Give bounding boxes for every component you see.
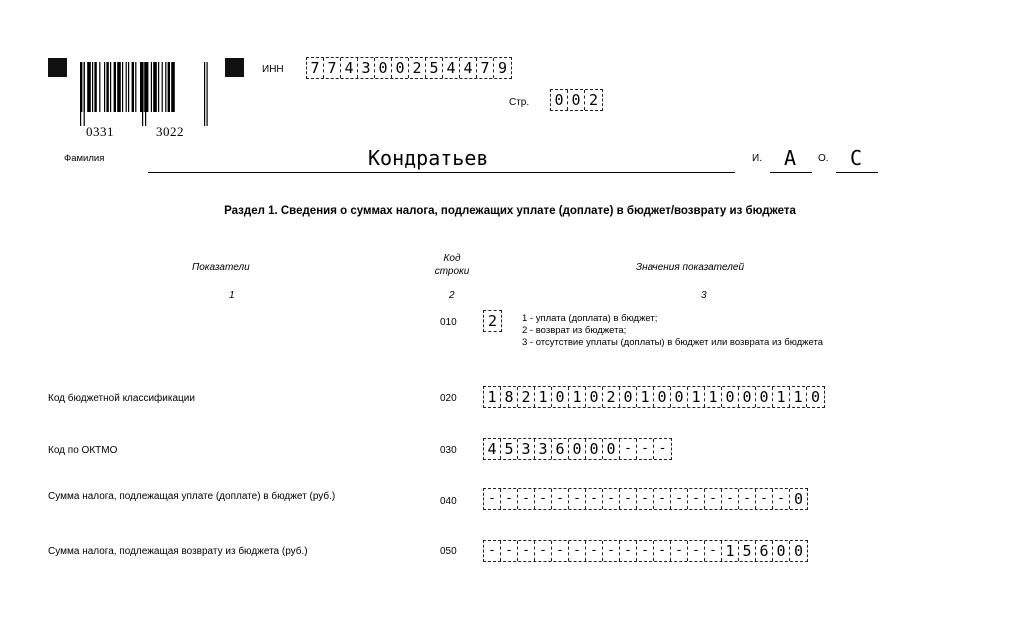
row-050-digit-cell[interactable]: -	[654, 541, 671, 561]
row-050-digit-cell[interactable]: -	[501, 541, 518, 561]
inn-digit-cell[interactable]: 4	[443, 58, 460, 78]
row-020-digit-cell[interactable]: 0	[620, 387, 637, 407]
row-020-digit-cell[interactable]: 0	[739, 387, 756, 407]
row-050-digit-cell[interactable]: 5	[739, 541, 756, 561]
page-label: Стр.	[509, 97, 530, 108]
barcode-bar	[99, 62, 100, 112]
row-030-digit-cell[interactable]: 6	[552, 439, 569, 459]
row-030-digit-cell[interactable]: -	[658, 441, 667, 456]
row-050-field[interactable]	[483, 540, 808, 562]
barcode-bar	[168, 62, 170, 112]
row-040-digit-cell[interactable]: -	[484, 489, 501, 509]
page-number-field[interactable]	[550, 89, 603, 111]
row-040-digit-cell[interactable]: -	[654, 489, 671, 509]
row-020-label: Код бюджетной классификации	[48, 393, 195, 404]
row-010-notes	[522, 313, 823, 349]
column-header-code	[432, 252, 472, 278]
inn-field[interactable]	[306, 57, 512, 79]
row-050-digit-cell[interactable]: -	[518, 541, 535, 561]
barcode-bar	[92, 62, 93, 112]
row-020-digit-cell[interactable]: 0	[586, 387, 603, 407]
barcode-bar	[87, 62, 91, 112]
row-030-digit-cell[interactable]: 5	[501, 439, 518, 459]
row-050-digit-cell[interactable]: 0	[773, 541, 790, 561]
row-030-digit-cell[interactable]: 0	[569, 439, 586, 459]
barcode-bar	[158, 62, 159, 112]
row-010-digit-cell[interactable]: 2	[487, 312, 498, 330]
name-underline	[770, 172, 812, 173]
inn-digit-cell[interactable]: 3	[358, 58, 375, 78]
barcode-bar	[144, 62, 145, 112]
surname-label: Фамилия	[64, 153, 105, 164]
row-040-digit-cell[interactable]: 0	[793, 490, 804, 508]
row-050-digit-cell[interactable]: -	[535, 541, 552, 561]
barcode-bar	[114, 62, 116, 112]
row-030-digit-cell[interactable]: 0	[603, 439, 620, 459]
surname-value[interactable]: Кондратьев	[368, 146, 489, 170]
patronymic-initial-value[interactable]: С	[850, 146, 863, 170]
row-040-digit-cell[interactable]: -	[722, 489, 739, 509]
barcode-bar	[128, 62, 129, 112]
row-040-label: Сумма налога, подлежащая уплате (доплате) в бюджет (руб.)	[48, 491, 336, 502]
row-030-digit-cell[interactable]: -	[637, 439, 654, 459]
column-header-code-line1: Код	[443, 253, 461, 264]
inn-digit-cell[interactable]: 7	[477, 58, 494, 78]
row-040-digit-cell[interactable]: -	[501, 489, 518, 509]
row-010-code: 010	[440, 317, 457, 328]
row-010-field[interactable]	[483, 310, 502, 332]
row-020-digit-cell[interactable]: 1	[688, 387, 705, 407]
inn-digit-cell[interactable]: 7	[307, 58, 324, 78]
barcode-bar	[106, 62, 108, 112]
row-040-digit-cell[interactable]: -	[756, 489, 773, 509]
inn-digit-cell[interactable]: 7	[324, 58, 341, 78]
barcode-bar	[151, 62, 152, 112]
registration-marker-left	[48, 58, 67, 77]
barcode-bar	[171, 62, 175, 112]
barcode-guard-bar	[207, 62, 208, 126]
registration-marker-right	[225, 58, 244, 77]
column-number-2: 2	[449, 290, 455, 301]
inn-digit-cell[interactable]: 0	[375, 58, 392, 78]
row-020-digit-cell[interactable]: 1	[705, 387, 722, 407]
barcode-bar	[104, 62, 105, 112]
row-050-digit-cell[interactable]: -	[620, 541, 637, 561]
column-header-code-line2: строки	[434, 266, 470, 277]
surname-underline	[148, 172, 735, 173]
barcode-bar	[135, 62, 136, 112]
row-020-digit-cell[interactable]: 1	[569, 387, 586, 407]
row-020-digit-cell[interactable]: 0	[552, 387, 569, 407]
row-050-digit-cell[interactable]: -	[586, 541, 603, 561]
row-030-digit-cell[interactable]: 3	[518, 439, 535, 459]
inn-label: ИНН	[262, 64, 284, 75]
inn-digit-cell[interactable]: 0	[392, 58, 409, 78]
row-020-digit-cell[interactable]: 0	[756, 387, 773, 407]
row-040-digit-cell[interactable]: -	[603, 489, 620, 509]
row-020-digit-cell[interactable]: 0	[671, 387, 688, 407]
row-050-digit-cell[interactable]: -	[552, 541, 569, 561]
row-040-digit-cell[interactable]: -	[552, 489, 569, 509]
page-digit-cell[interactable]: 2	[588, 91, 599, 109]
row-050-digit-cell[interactable]: -	[569, 541, 586, 561]
row-020-digit-cell[interactable]: 1	[535, 387, 552, 407]
row-040-digit-cell[interactable]: -	[637, 489, 654, 509]
row-030-digit-cell[interactable]: 4	[484, 439, 501, 459]
row-050-label: Сумма налога, подлежащая возврату из бюджета (руб.)	[48, 546, 308, 557]
patronymic-label: О.	[818, 153, 829, 164]
row-030-field[interactable]	[483, 438, 672, 460]
row-040-digit-cell[interactable]: -	[671, 489, 688, 509]
column-header-indicators: Показатели	[192, 262, 250, 273]
barcode-bar	[146, 62, 148, 112]
row-010-note-1: 1 - уплата (доплата) в бюджет;	[522, 313, 658, 324]
row-030-code: 030	[440, 445, 457, 456]
row-020-digit-cell[interactable]: 0	[810, 388, 821, 406]
row-040-digit-cell[interactable]: -	[773, 489, 790, 509]
barcode-bar	[110, 62, 111, 112]
row-030-digit-cell[interactable]: 0	[586, 439, 603, 459]
row-020-digit-cell[interactable]: 1	[484, 387, 501, 407]
name-initial-value[interactable]: А	[784, 146, 797, 170]
row-040-digit-cell[interactable]: -	[569, 489, 586, 509]
row-050-digit-cell[interactable]: 6	[756, 541, 773, 561]
barcode-bar	[153, 62, 157, 112]
section-title: Раздел 1. Сведения о суммах налога, подлежащих уплате (доплате) в бюджет/возврату из бюджета	[224, 205, 796, 217]
row-020-code: 020	[440, 393, 457, 404]
row-020-digit-cell[interactable]: 0	[722, 387, 739, 407]
row-020-digit-cell[interactable]: 1	[637, 387, 654, 407]
barcode-guard-bar	[145, 62, 146, 126]
row-040-field[interactable]	[483, 488, 808, 510]
row-040-digit-cell[interactable]: -	[705, 489, 722, 509]
barcode-bar	[165, 62, 166, 112]
barcode-guard-bar	[204, 62, 205, 126]
row-010-note-2: 2 - возврат из бюджета;	[522, 325, 627, 336]
barcode-guard-bar	[84, 62, 85, 126]
row-050-digit-cell[interactable]: -	[688, 541, 705, 561]
row-020-digit-cell[interactable]: 0	[654, 387, 671, 407]
inn-digit-cell[interactable]: 9	[497, 59, 508, 77]
barcode-bar	[132, 62, 134, 112]
row-020-digit-cell[interactable]: 8	[501, 387, 518, 407]
row-030-digit-cell[interactable]: -	[620, 439, 637, 459]
barcode-guard-bar	[80, 62, 81, 126]
row-040-digit-cell[interactable]: -	[518, 489, 535, 509]
row-020-field[interactable]	[483, 386, 825, 408]
barcode-bar	[122, 62, 123, 112]
row-020-digit-cell[interactable]: 1	[773, 387, 790, 407]
row-040-digit-cell[interactable]: -	[688, 489, 705, 509]
row-050-code: 050	[440, 546, 457, 557]
inn-digit-cell[interactable]: 4	[341, 58, 358, 78]
inn-digit-cell[interactable]: 2	[409, 58, 426, 78]
row-030-digit-cell[interactable]: 3	[535, 439, 552, 459]
column-number-3: 3	[701, 290, 707, 301]
row-050-digit-cell[interactable]: -	[637, 541, 654, 561]
row-020-digit-cell[interactable]: 2	[518, 387, 535, 407]
row-050-digit-cell[interactable]: 1	[722, 541, 739, 561]
column-header-values: Значения показателей	[636, 262, 745, 273]
page-digit-cell[interactable]: 0	[551, 90, 568, 110]
barcode-bar	[117, 62, 121, 112]
row-050-digit-cell[interactable]: -	[603, 541, 620, 561]
page-digit-cell[interactable]: 0	[568, 90, 585, 110]
barcode-bar	[94, 62, 96, 112]
patronymic-underline	[836, 172, 878, 173]
inn-digit-cell[interactable]: 5	[426, 58, 443, 78]
row-050-digit-cell[interactable]: -	[671, 541, 688, 561]
row-020-digit-cell[interactable]: 1	[790, 387, 807, 407]
row-040-digit-cell[interactable]: -	[739, 489, 756, 509]
row-040-digit-cell[interactable]: -	[535, 489, 552, 509]
column-number-1: 1	[229, 290, 235, 301]
inn-digit-cell[interactable]: 4	[460, 58, 477, 78]
barcode-number-2: 3022	[156, 124, 184, 139]
row-050-digit-cell[interactable]: -	[705, 541, 722, 561]
barcode-guard-bar	[142, 62, 143, 126]
barcode	[80, 62, 208, 126]
row-040-code: 040	[440, 496, 457, 507]
barcode-bar	[162, 62, 163, 112]
row-040-digit-cell[interactable]: -	[620, 489, 637, 509]
row-050-digit-cell[interactable]: 0	[793, 542, 804, 560]
barcode-bar	[126, 62, 127, 112]
name-label: И.	[752, 153, 762, 164]
row-040-digit-cell[interactable]: -	[586, 489, 603, 509]
row-050-digit-cell[interactable]: -	[484, 541, 501, 561]
row-020-digit-cell[interactable]: 2	[603, 387, 620, 407]
barcode-number-1: 0331	[86, 124, 114, 139]
row-010-note-3: 3 - отсутствие уплаты (доплаты) в бюджет или возврата из бюджета	[522, 337, 824, 348]
row-030-label: Код по ОКТМО	[48, 445, 118, 456]
